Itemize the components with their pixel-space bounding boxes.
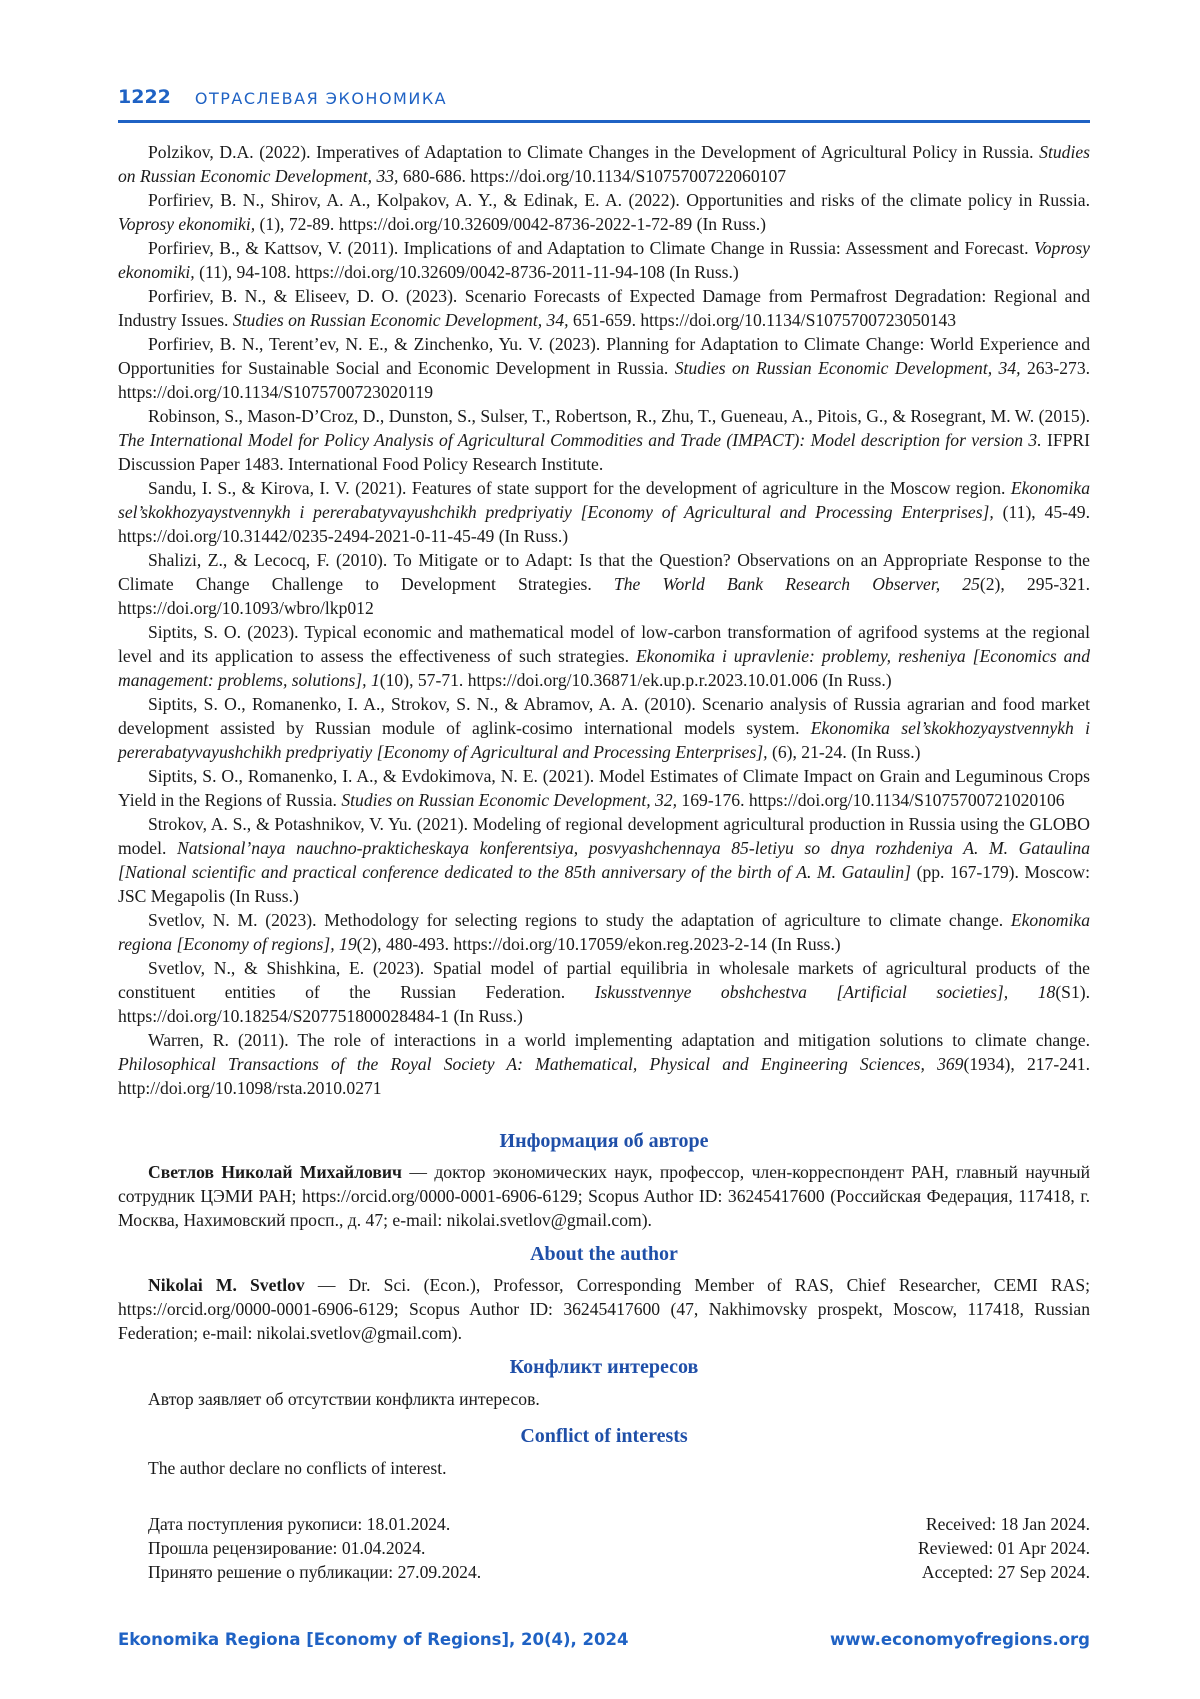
page-header: [118, 86, 1090, 123]
author-info-en: [118, 1273, 1090, 1345]
journal-citation: Ekonomika Regiona [Economy of Regions], 20(4), 2024: [118, 1630, 629, 1649]
reference-item: Strokov, A. S., & Potashnikov, V. Yu. (2021). Modeling of regional development agricultural production in Russia using the GLOBO model. Natsional’naya nauchno-prakticheskaya konferentsiya, posvyashchennaya 85-letiyu so dnya rozhdeniya A. M. Gataulina [National scientific and practical conference dedicated to the 85th anniversary of the birth of A. M. Gataulin] (pp. 167-179). Moscow: JSC Megapolis (In Russ.): [118, 814, 1090, 906]
journal-website-link[interactable]: www.economyofregions.org: [829, 1630, 1090, 1649]
reference-item: Porfiriev, B. N., & Eliseev, D. O. (2023). Scenario Forecasts of Expected Damage from Permafrost Degradation: Regional and Industry Issues. Studies on Russian Economic Development, 34, 651-659. https://doi.org/10.1134/S1075700723050143: [118, 286, 1090, 330]
reviewed-date-en: Reviewed: 01 Apr 2024.: [917, 1538, 1090, 1558]
dates-en: [918, 1512, 1090, 1584]
author-name-ru: Светлов Николай Михайлович: [148, 1162, 402, 1182]
author-info-ru: [118, 1160, 1090, 1232]
page-number: 1222: [118, 86, 171, 108]
reference-item: Warren, R. (2011). The role of interactions in a world implementing adaptation and mitigation solutions to climate change. Philosophical Transactions of the Royal Society A: Mathematical, Physical and Engineering Sciences, 369(1934), 217-241. http://doi.org/10.1098/rsta.2010.0271: [118, 1030, 1090, 1098]
reference-item: Porfiriev, B. N., Terent’ev, N. E., & Zinchenko, Yu. V. (2023). Planning for Adaptation to Climate Change: World Experience and Opportunities for Sustainable Social and Economic Development in Russia. Studies on Russian Economic Development, 34, 263-273. https://doi.org/10.1134/S1075700723020119: [118, 334, 1091, 402]
reviewed-date-ru: Прошла рецензирование: 01.04.2024.: [148, 1538, 426, 1558]
page-footer: [118, 1630, 1090, 1649]
author-info-heading-ru: Информация об авторе: [499, 1130, 709, 1152]
reference-item: Siptits, S. O. (2023). Typical economic and mathematical model of low-carbon transformation of agrifood systems at the regional level and its application to assess the effectiveness of such strategies. Ekonomika i upravlenie: problemy, resheniya [Economics and management: problems, solutions], 1(10), 57-71. https://doi.org/10.36871/ek.up.p.r.2023.10.01.006 (In Russ.): [118, 622, 1090, 690]
conflict-heading-ru: Конфликт интересов: [509, 1356, 699, 1378]
about-author-heading: About the author: [530, 1243, 678, 1265]
reference-item: Svetlov, N. M. (2023). Methodology for selecting regions to study the adaptation of agriculture to climate change. Ekonomika regiona [Economy of regions], 19(2), 480-493. https://doi.org/10.17059/ekon.reg.2023-2-14 (In Russ.): [118, 910, 1090, 954]
author-name-en: Nikolai M. Svetlov: [148, 1275, 305, 1295]
received-date-ru: Дата поступления рукописи: 18.01.2024.: [148, 1514, 451, 1534]
reference-item: Polzikov, D.A. (2022). Imperatives of Adaptation to Climate Changes in the Development of Agricultural Policy in Russia. Studies on Russian Economic Development, 33, 680-686. https://doi.org/10.1134/S1075700722060107: [118, 142, 1090, 186]
reference-list: [118, 140, 1090, 1100]
accepted-date-ru: Принято решение о публикации: 27.09.2024.: [148, 1562, 482, 1582]
section-title: ОТРАСЛЕВАЯ ЭКОНОМИКА: [194, 89, 448, 108]
accepted-date-en: Accepted: 27 Sep 2024.: [921, 1562, 1090, 1582]
reference-item: Siptits, S. O., Romanenko, I. A., Strokov, S. N., & Abramov, A. A. (2010). Scenario analysis of Russia agrarian and food market development assisted by Russian module of aglink-cosimo international models system. Ekonomika sel’skokhozyaystvennykh i pererabatyvayushchikh predpriyatiy [Economy of Agricultural and Processing Enterprises], (6), 21-24. (In Russ.): [118, 694, 1090, 762]
author-details-ru: — доктор экономических наук, профессор, член-корреспондент РАН, главный научный сотрудник ЦЭМИ РАН; https://orcid.org/0000-0001-6906-6129; Scopus Author ID: 36245417600 (Российская Федерация, 117418, г. Москва, Нахимовский просп., д. 47; e-mail: nikolai.svetlov@gmail.com).: [118, 1162, 1090, 1230]
reference-item: Sandu, I. S., & Kirova, I. V. (2021). Features of state support for the development of agriculture in the Moscow region. Ekonomika sel’skokhozyaystvennykh i pererabatyvayushchikh predpriyatiy [Economy of Agricultural and Processing Enterprises], (11), 45-49. https://doi.org/10.31442/0235-2494-2021-0-11-45-49 (In Russ.): [118, 478, 1090, 546]
reference-item: Siptits, S. O., Romanenko, I. A., & Evdokimova, N. E. (2021). Model Estimates of Climate Impact on Grain and Leguminous Crops Yield in the Regions of Russia. Studies on Russian Economic Development, 32, 169-176. https://doi.org/10.1134/S1075700721020106: [118, 766, 1090, 810]
conflict-statement-en: The author declare no conflicts of interest.: [148, 1458, 447, 1478]
received-date-en: Received: 18 Jan 2024.: [925, 1514, 1090, 1534]
dates-ru: [148, 1512, 481, 1584]
reference-item: Porfiriev, B. N., Shirov, A. A., Kolpakov, A. Y., & Edinak, E. A. (2022). Opportunities and risks of the climate policy in Russia. Voprosy ekonomiki, (1), 72-89. https://doi.org/10.32609/0042-8736-2022-1-72-89 (In Russ.): [118, 190, 1090, 234]
reference-item: Svetlov, N., & Shishkina, E. (2023). Spatial model of partial equilibria in wholesale markets of agricultural products of the constituent entities of the Russian Federation. Iskusstvennye obshchestva [Artificial societies], 18(S1). https://doi.org/10.18254/S207751800028484-1 (In Russ.): [118, 958, 1091, 1026]
reference-item: Robinson, S., Mason-D’Croz, D., Dunston, S., Sulser, T., Robertson, R., Zhu, T., Gueneau, A., Pitois, G., & Rosegrant, M. W. (2015). The International Model for Policy Analysis of Agricultural Commodities and Trade (IMPACT): Model description for version 3. IFPRI Discussion Paper 1483. International Food Policy Research Institute.: [118, 406, 1091, 474]
reference-item: Shalizi, Z., & Lecocq, F. (2010). To Mitigate or to Adapt: Is that the Question? Observations on an Appropriate Response to the Climate Change Challenge to Development Strategies. The World Bank Research Observer, 25(2), 295-321. https://doi.org/10.1093/wbro/lkp012: [118, 550, 1090, 618]
reference-item: Porfiriev, B., & Kattsov, V. (2011). Implications of and Adaptation to Climate Change in Russia: Assessment and Forecast. Voprosy ekonomiki, (11), 94-108. https://doi.org/10.32609/0042-8736-2011-11-94-108 (In Russ.): [118, 238, 1090, 282]
author-details-en: — Dr. Sci. (Econ.), Professor, Corresponding Member of RAS, Chief Researcher, CEMI RAS; https://orcid.org/0000-0001-6906-6129; Scopus Author ID: 36245417600 (47, Nakhimovsky prospekt, Moscow, 117418, Russian Federation; e-mail: nikolai.svetlov@gmail.com).: [118, 1275, 1090, 1343]
conflict-heading-en: Conflict of interests: [520, 1425, 688, 1447]
conflict-statement-ru: Автор заявляет об отсутствии конфликта интересов.: [148, 1389, 540, 1409]
